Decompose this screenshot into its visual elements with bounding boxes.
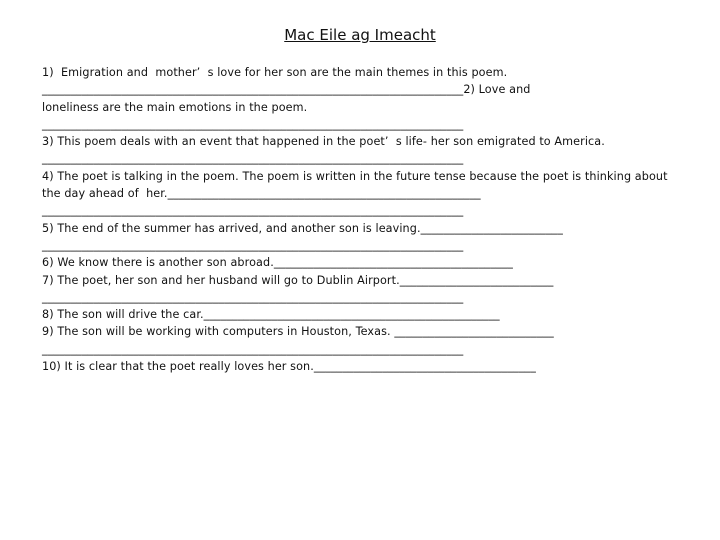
statement-10-line: 10) It is clear that the poet really loves her son._______________________________________ <box>42 360 536 374</box>
statement-5-line: 5) The end of the summer has arrived, and another son is leaving._________________________ <box>42 221 563 235</box>
page-title: Mac Eile ag Imeacht <box>284 26 436 44</box>
statement-1-line: 1) Emigration and mother’ s love for her son are the main themes in this poem. <box>42 66 508 79</box>
answer-line-4: __________________________________________________________________________ <box>42 204 464 218</box>
statement-4-continuation: the day ahead of her._______________________________________________________ <box>42 187 481 201</box>
answer-line-3: __________________________________________________________________________ <box>42 152 464 166</box>
answer-line-9: __________________________________________________________________________ <box>42 342 464 356</box>
worksheet-body <box>42 64 678 375</box>
statement-8-line: 8) The son will drive the car.____________________________________________________ <box>42 308 500 322</box>
statement-4-line: 4) The poet is talking in the poem. The poem is written in the future tense because the poet is thinking about <box>42 169 668 183</box>
answer-line-7: __________________________________________________________________________ <box>42 290 464 304</box>
answer-line-2: __________________________________________________________________________ <box>42 117 464 131</box>
statement-2-continuation: loneliness are the main emotions in the poem. <box>42 100 308 114</box>
statement-9-line: 9) The son will be working with computers in Houston, Texas. ____________________________ <box>42 325 554 339</box>
statement-7-line: 7) The poet, her son and her husband will go to Dublin Airport.___________________________ <box>42 273 554 287</box>
answer-line-5: __________________________________________________________________________ <box>42 238 464 252</box>
answer-line-1-with-statement-2: __________________________________________________________________________2) Love and <box>42 83 531 97</box>
statement-6-line: 6) We know there is another son abroad.__________________________________________ <box>42 256 513 270</box>
statement-3-line: 3) This poem deals with an event that happened in the poet’ s life- her son emigrated to America. <box>42 135 605 149</box>
